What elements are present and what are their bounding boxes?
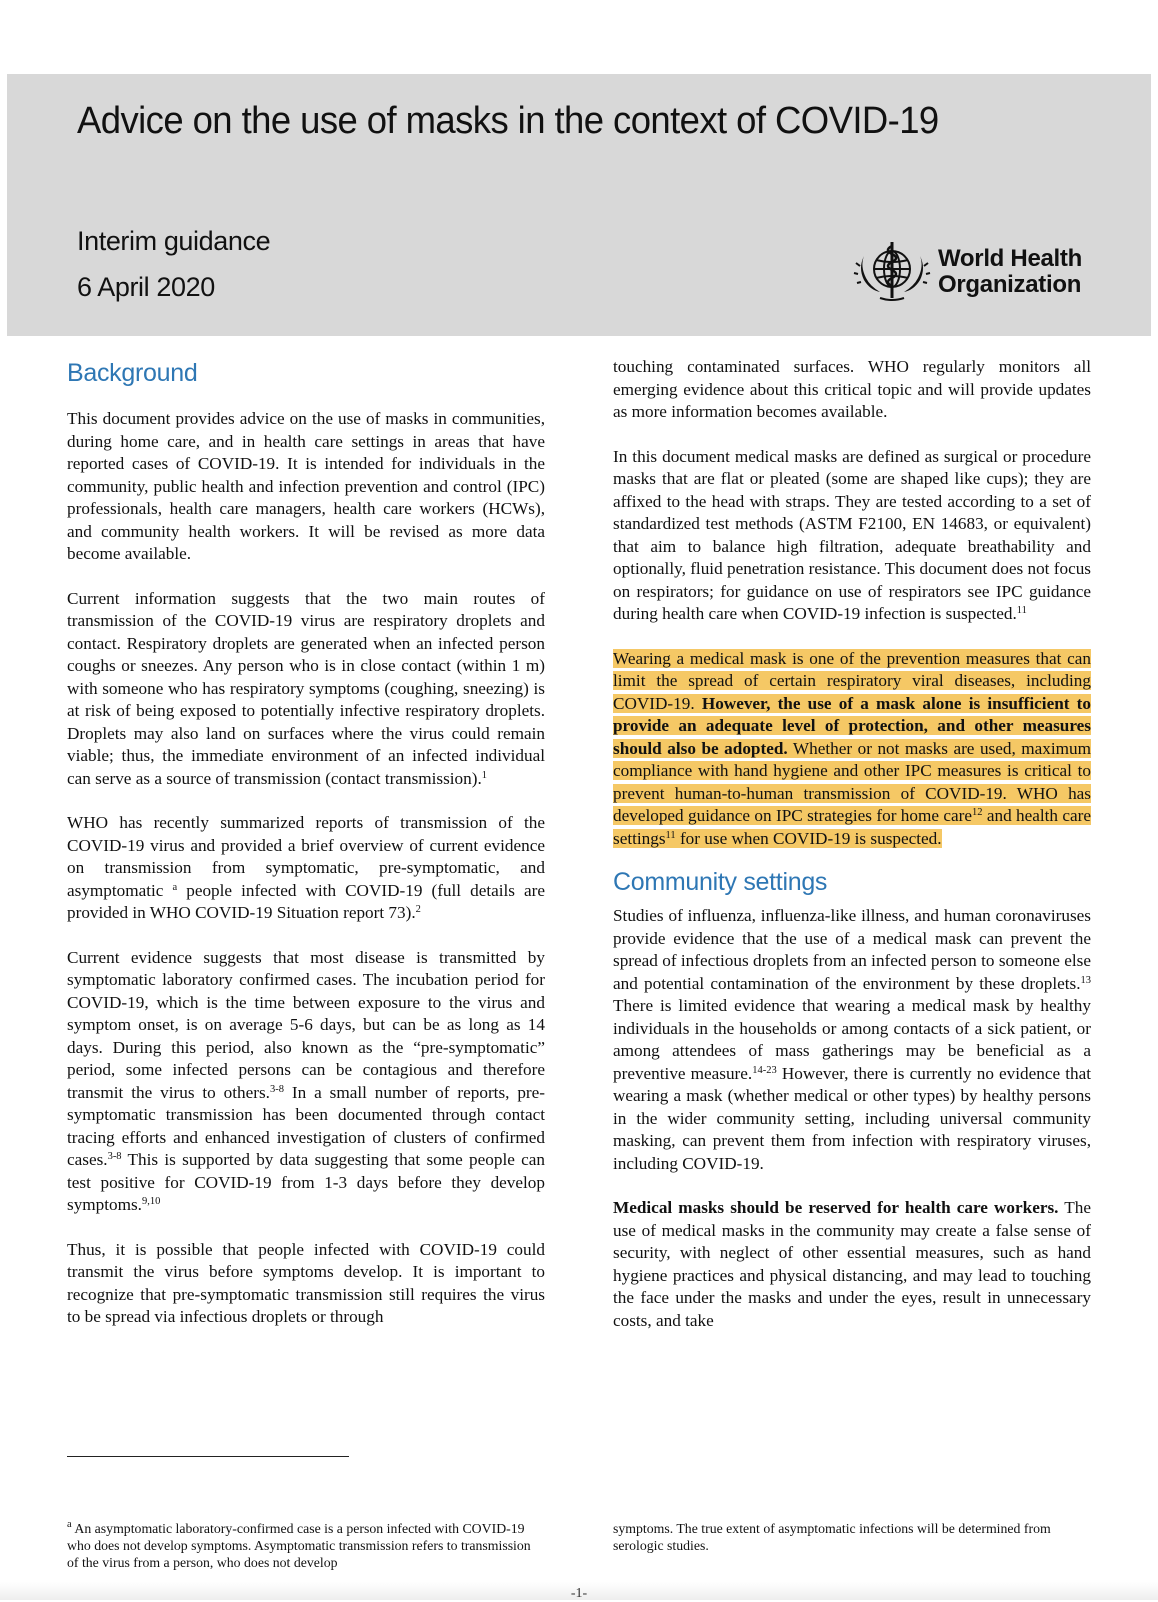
paragraph-text: Current evidence suggests that most disease is transmitted by symptomatic laboratory confirmed cases. The incubation period for COVID-19, which is the time between exposure to the virus and symptom onset, is on average 5-6 days, but can be as long as 14 days. During this period, also known as the “pre-symptomatic” period, some infected persons can be contagious and therefore transmit the virus to others. [67,947,545,1102]
footnote-text: An asymptomatic laboratory-confirmed case is a person infected with COVID-19 who does not develop symptoms. Asymptomatic transmission refers to transmission of the virus from a person, who does not develop [67,1521,531,1570]
paragraph-text: In a small number of reports, pre-symptomatic transmission has been documented through contact tracing efforts and enhanced investigation of clusters of confirmed cases. [67,1082,545,1169]
emphasis-text: However, the use of a mask alone is insufficient to provide an adequate level of protection, and other measures should also be adopted. [613,693,1091,758]
section-heading-community-settings: Community settings [613,868,828,896]
paragraph [613,905,1091,1175]
paragraph: This document provides advice on the use of masks in communities, during home care, and in health care settings in areas that have reported cases of COVID-19. It is intended for individuals in the community, public health and infection prevention and control (IPC) professionals, health care managers, health care workers (HCWs), and community health workers. It will be revised as more data become available. [67,409,545,563]
paragraph [613,1197,1091,1332]
section-heading-background: Background [67,359,198,387]
citation: 12 [971,807,983,818]
highlighted-paragraph [613,648,1091,851]
citation: 3-8 [107,1151,122,1162]
paragraph-text: In this document medical masks are defined as surgical or procedure masks that are flat or pleated (some are shaped like cups); they are affixed to the head with straps. They are tested according to a set of standardized test methods (ASTM F2100, EN 14683, or equivalent) that aim to balance high filtration, adequate breathability and optionally, fluid penetration resistance. This document does not focus on respirators; for guidance on use of respirators see IPC guidance during health care when COVID-19 infection is suspected. [613,446,1091,623]
document-subtitle: Interim guidance [77,226,271,256]
citation: 14-23 [752,1064,777,1076]
paragraph-text: There is limited evidence that wearing a medical mask by healthy individuals in the households or among contacts of a sick patient, or among attendees of mass gatherings may be beneficial as a preventive measure. [613,996,1091,1083]
paragraph [67,812,545,925]
citation: 9,10 [141,1196,161,1207]
paragraph-text: and health care settings [613,806,1092,848]
paragraph: touching contaminated surfaces. WHO regularly monitors all emerging evidence about this critical topic and will provide updates as more information becomes available. [613,357,1091,421]
paragraph-text: Wearing a medical mask is one of the prevention measures that can limit the spread of certain respiratory viral diseases, including COVID-19. [613,648,1091,713]
right-column [613,356,1091,1354]
footnote-marker: a [67,1519,72,1530]
left-column [67,356,545,1351]
document-title: Advice on the use of masks in the context of COVID-19 [77,100,939,142]
paragraph-text: WHO has recently summarized reports of transmission of the COVID-19 virus and provided a brief overview of current evidence on transmission from symptomatic, pre-symptomatic, and asymptomatic [67,813,545,900]
footnote-left [67,1520,545,1571]
emphasis-text: Medical masks should be reserved for health care workers. [613,1198,1059,1217]
paragraph-text: Whether or not masks are used, maximum compliance with hand hygiene and other IPC measures is critical to prevent human-to-human transmission of COVID-19. WHO has developed guidance on IPC strategies for home care [613,738,1091,825]
paragraph: Thus, it is possible that people infected with COVID-19 could transmit the virus before symptoms develop. It is important to recognize that pre-symptomatic transmission still requires the virus to be spread via infectious droplets or through [67,1239,545,1326]
paragraph-text: for use when COVID-19 is suspected. [679,828,942,848]
paragraph [613,446,1091,626]
citation: 3-8 [269,1083,284,1095]
who-wordmark-line1: World Health [938,245,1082,272]
document-date: 6 April 2020 [77,272,215,302]
who-emblem-icon [852,236,932,306]
paragraph-text: people infected with COVID-19 (full details are provided in WHO COVID-19 Situation report 73). [67,880,546,922]
paragraph [67,947,545,1217]
footnote-right: symptoms. The true extent of asymptomatic infections will be determined from serologic studies. [613,1521,1051,1553]
page-number: -1- [570,1586,588,1601]
paragraph-text: Current information suggests that the two main routes of transmission of the COVID-19 virus are respiratory droplets and contact. Respiratory droplets are generated when an infected person coughs or sneezes. Any person who is in close contact (within 1 m) with someone who has respiratory symptoms (coughing, sneezing) is at risk of being exposed to potentially infective respiratory droplets. Droplets may also land on surfaces where the virus could remain viable; thus, the immediate environment of an infected individual can serve as a source of transmission (contact transmission). [67,588,545,788]
footnote-divider [67,1456,349,1457]
citation: 11 [665,829,676,841]
who-logo [852,236,1092,306]
paragraph-text: This is supported by data suggesting that some people can test positive for COVID-19 from 1-3 days before they develop symptoms. [67,1150,545,1214]
paragraph-text: Studies of influenza, influenza-like illness, and human coronaviruses provide evidence that the use of a medical mask can prevent the spread of infectious droplets from an infected person to someone else and potential contamination of the environment by these droplets. [613,906,1091,993]
paragraph-text: However, there is currently no evidence that wearing a mask (whether medical or other types) by healthy persons in the wider community setting, including universal community masking, can prevent them from infection with respiratory viruses, including COVID-19. [613,1063,1092,1173]
citation: 13 [1080,974,1091,986]
citation: 1 [481,769,488,781]
citation: 11 [1016,605,1027,616]
footnote-marker: a [172,881,178,893]
paragraph-text: The use of medical masks in the community may create a false sense of security, with neglect of other essential measures, such as hand hygiene practices and physical distancing, and may lead to touching the face under the masks and under the eyes, result in unnecessary costs, and take [613,1198,1091,1330]
who-wordmark-line2: Organization [938,271,1082,298]
citation: 2 [415,904,421,915]
who-wordmark [938,246,1082,298]
paragraph [67,588,545,791]
